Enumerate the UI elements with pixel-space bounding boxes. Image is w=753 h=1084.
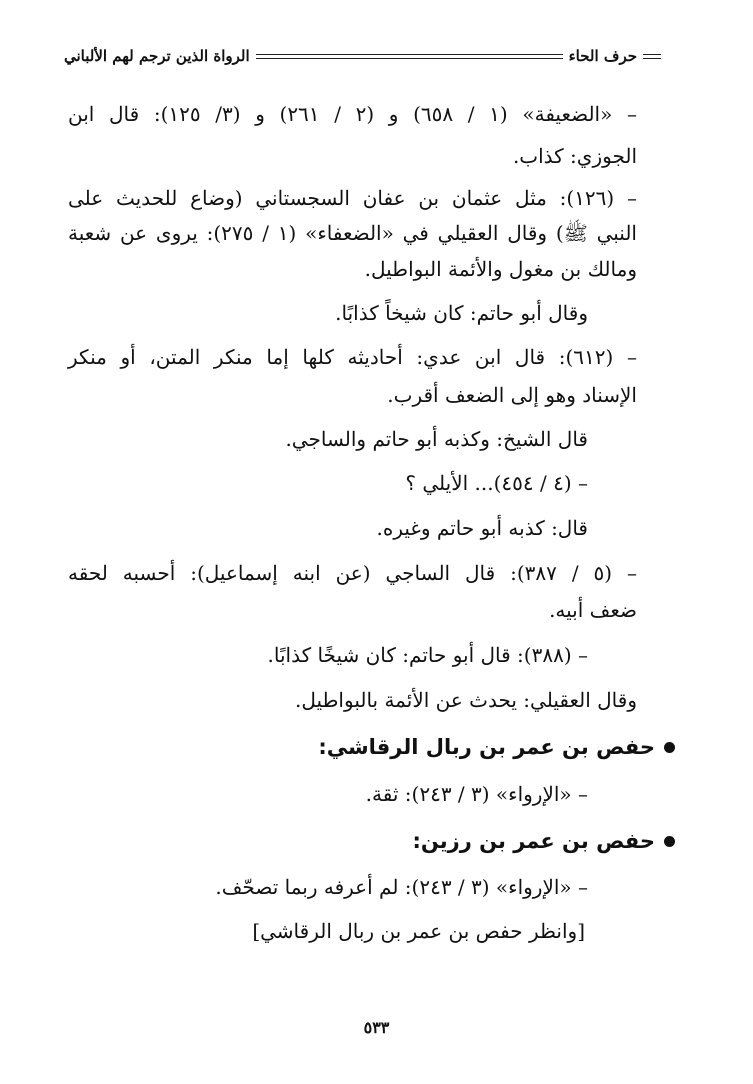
text-line: ومالك بن مغول والأئمة البواطيل.	[364, 257, 637, 281]
text-line: – (٣٨٨): قال أبو حاتم: كان شيخًا كذابًا.	[267, 643, 588, 667]
page-number: ٥٣٣	[363, 1018, 390, 1037]
text-line: وقال أبو حاتم: كان شيخاً كذابًا.	[335, 301, 588, 325]
header-title: الرواة الذين ترجم لهم الألباني	[64, 47, 250, 65]
header-chapter: حرف الحاء	[568, 47, 637, 65]
text-line: الجوزي: كذاب.	[512, 144, 637, 168]
text-line: – (٦١٢): قال ابن عدي: أحاديثه كلها إما منكر المتن، أو منكر	[68, 345, 637, 369]
entry-heading-text: حفص بن عمر بن رزين:	[412, 829, 655, 853]
text-line: قال الشيخ: وكذبه أبو حاتم والساجي.	[285, 427, 588, 451]
entry-heading-text: حفص بن عمر بن ربال الرقاشي:	[318, 735, 655, 759]
header-rule-right	[643, 54, 661, 59]
running-header	[64, 43, 661, 69]
entry-heading	[412, 829, 675, 853]
text-line: [وانظر حفص بن عمر بن ربال الرقاشي]	[252, 919, 585, 943]
text-line: ضعف أبيه.	[549, 598, 637, 622]
text-line: – (٥ / ٣٨٧): قال الساجي (عن ابنه إسماعيل): أحسبه لحقه	[68, 561, 637, 585]
text-line: – «الضعيفة» (١ / ٦٥٨) و (٢ / ٢٦١) و (٣/ ١٢٥): قال ابن	[68, 102, 637, 126]
text-line: وقال العقيلي: يحدث عن الأئمة بالبواطيل.	[294, 688, 637, 712]
text-line: – «الإرواء» (٣ / ٢٤٣): ثقة.	[365, 782, 588, 806]
bullet-icon	[664, 742, 675, 753]
text-line: قال: كذبه أبو حاتم وغيره.	[376, 516, 588, 540]
entry-heading	[318, 735, 675, 759]
header-rule-long	[256, 54, 563, 59]
text-line: – «الإرواء» (٣ / ٢٤٣): لم أعرفه ربما تصحّف.	[215, 875, 588, 899]
text-line: – (٤ / ٤٥٤)... الأيلي ؟	[405, 471, 588, 495]
bullet-icon	[664, 836, 675, 847]
text-line: النبي ﷺ) وقال العقيلي في «الضعفاء» (١ / ٢٧٥): يروى عن شعبة	[68, 221, 637, 245]
text-line: الإسناد وهو إلى الضعف أقرب.	[387, 383, 637, 407]
text-line: – (١٢٦): مثل عثمان بن عفان السجستاني (وضاع للحديث على	[68, 186, 637, 210]
